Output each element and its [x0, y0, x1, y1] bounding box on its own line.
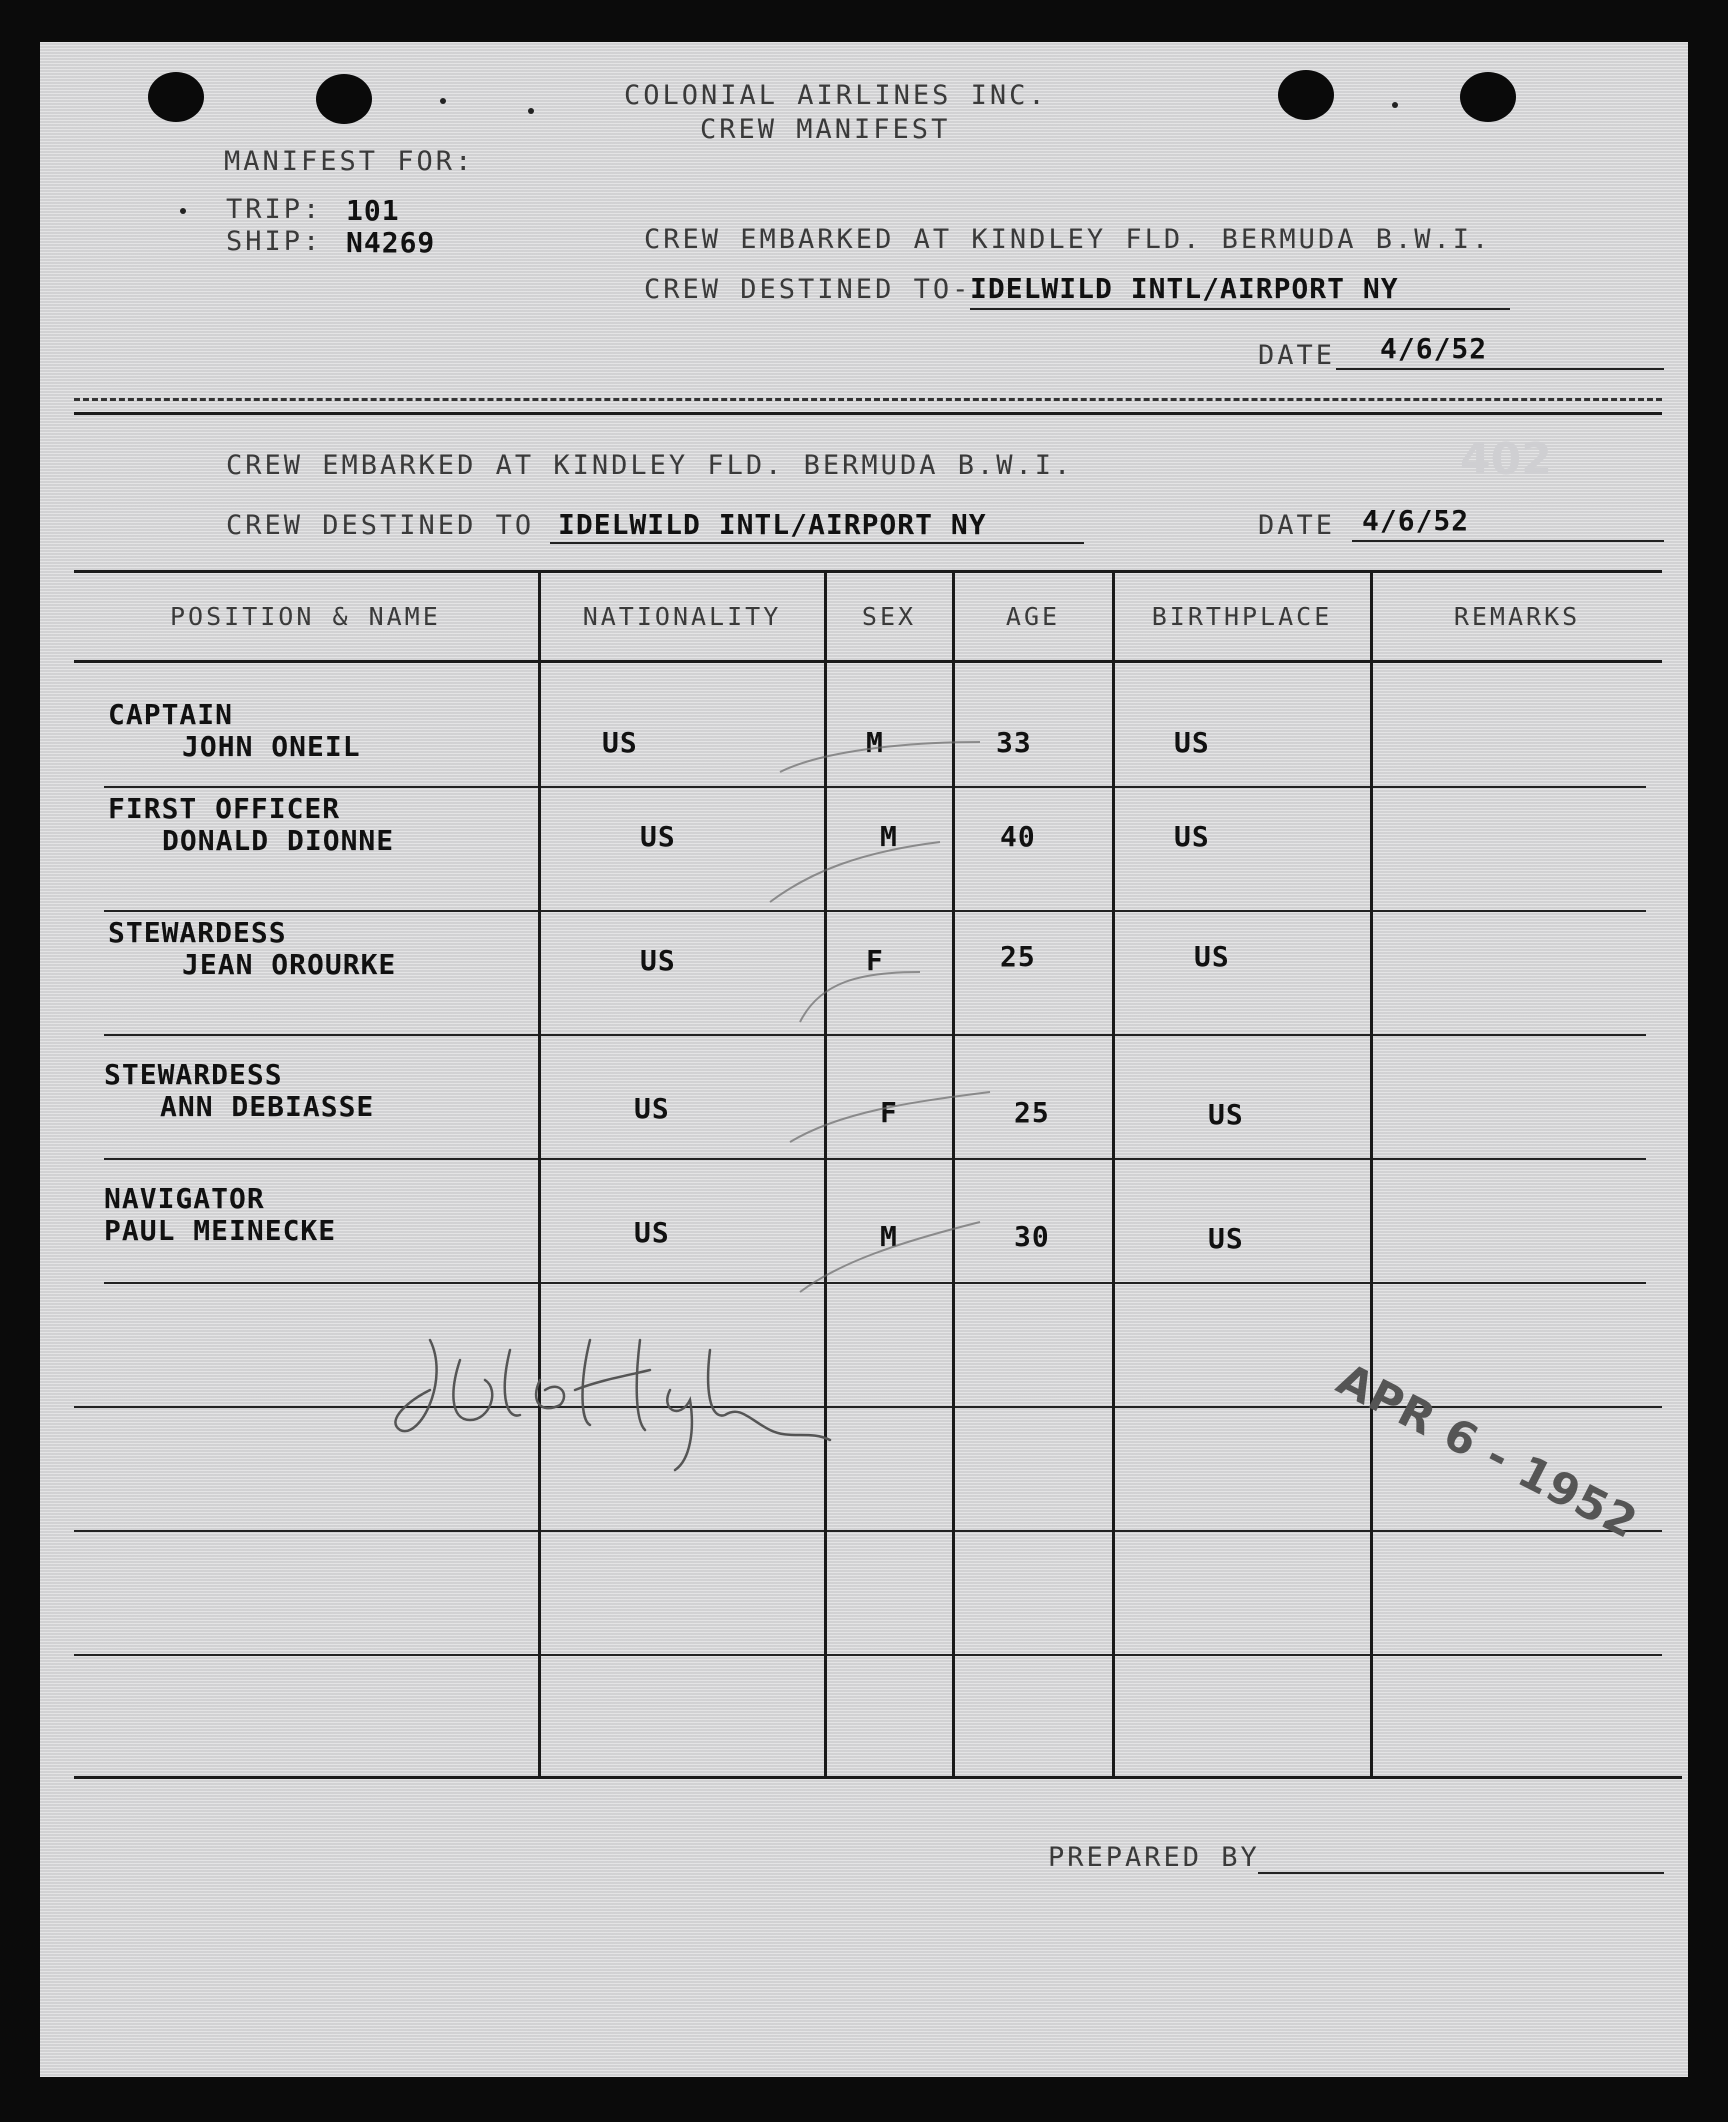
crew-name: DONALD DIONNE: [162, 824, 395, 857]
row-divider: [74, 1530, 1662, 1532]
manifest-for-label: MANIFEST FOR:: [224, 146, 475, 177]
crew-name: ANN DEBIASSE: [160, 1090, 375, 1123]
punch-hole: [1460, 72, 1516, 122]
crew-age: 33: [996, 726, 1032, 759]
table-bottom-border: [74, 1776, 1682, 1779]
underline: [1336, 368, 1664, 370]
section-destined-label: CREW DESTINED TO: [226, 510, 535, 541]
divider: [74, 412, 1662, 415]
crew-nationality: US: [640, 820, 676, 853]
crew-sex: M: [866, 726, 884, 759]
underline: [550, 542, 1084, 544]
crew-nationality: US: [634, 1092, 670, 1125]
manifest-sheet: [40, 42, 1688, 2077]
crew-sex: F: [866, 944, 884, 977]
column-header-position: POSITION & NAME: [170, 602, 441, 631]
crew-name: JEAN OROURKE: [182, 948, 397, 981]
header-date-label: DATE: [1258, 340, 1336, 371]
crew-birthplace: US: [1174, 820, 1210, 853]
trip-value: 101: [346, 194, 400, 227]
punch-hole: [316, 74, 372, 124]
section-date-value: 4/6/52: [1362, 504, 1470, 537]
faint-number: 402: [1460, 434, 1552, 485]
signature: [390, 1320, 910, 1480]
crew-birthplace: US: [1194, 940, 1230, 973]
crew-position: NAVIGATOR: [104, 1182, 265, 1215]
row-divider: [74, 1654, 1662, 1656]
crew-position: FIRST OFFICER: [108, 792, 341, 825]
header-destined-value: IDELWILD INTL/AIRPORT NY: [970, 272, 1399, 305]
pencil-marks: [740, 702, 1040, 1302]
table-header-border: [74, 660, 1662, 663]
underline: [970, 308, 1510, 310]
speck: [440, 98, 446, 104]
header-embarked: CREW EMBARKED AT KINDLEY FLD. BERMUDA B.W.I.: [644, 224, 1492, 255]
speck: [1392, 102, 1398, 108]
punch-hole: [1278, 70, 1334, 120]
company-name: COLONIAL AIRLINES INC.: [624, 80, 1048, 111]
speck: [528, 108, 534, 114]
crew-nationality: US: [634, 1216, 670, 1249]
section-destined-value: IDELWILD INTL/AIRPORT NY: [558, 508, 987, 541]
table-top-border: [74, 570, 1662, 573]
trip-label: TRIP:: [226, 194, 323, 225]
crew-name: PAUL MEINECKE: [104, 1214, 337, 1247]
underline: [1352, 540, 1664, 542]
crew-age: 25: [1014, 1096, 1050, 1129]
column-header-birthplace: BIRTHPLACE: [1151, 602, 1333, 631]
column-header-remarks: REMARKS: [1453, 602, 1581, 631]
column-header-sex: SEX: [861, 602, 917, 631]
crew-name: JOHN ONEIL: [182, 730, 361, 763]
ship-label: SHIP:: [226, 226, 323, 257]
crew-sex: M: [880, 1220, 898, 1253]
prepared-by-line[interactable]: [1258, 1872, 1664, 1874]
crew-birthplace: US: [1208, 1222, 1244, 1255]
column-divider: [1370, 570, 1373, 1776]
section-date-label: DATE: [1258, 510, 1336, 541]
crew-sex: M: [880, 820, 898, 853]
ship-value: N4269: [346, 226, 436, 259]
prepared-by-label: PREPARED BY: [1048, 1842, 1260, 1873]
crew-age: 25: [1000, 940, 1036, 973]
column-divider: [1112, 570, 1115, 1776]
crew-position: STEWARDESS: [104, 1058, 283, 1091]
punch-hole: [148, 72, 204, 122]
crew-birthplace: US: [1208, 1098, 1244, 1131]
date-stamp: APR 6 - 1952: [1328, 1354, 1646, 1550]
form-title: CREW MANIFEST: [700, 114, 951, 145]
crew-sex: F: [880, 1096, 898, 1129]
column-divider: [538, 570, 541, 1776]
header-date-value: 4/6/52: [1380, 332, 1488, 365]
crew-age: 40: [1000, 820, 1036, 853]
crew-birthplace: US: [1174, 726, 1210, 759]
crew-nationality: US: [640, 944, 676, 977]
crew-position: STEWARDESS: [108, 916, 287, 949]
crew-position: CAPTAIN: [108, 698, 234, 731]
header-destined-label: CREW DESTINED TO-: [644, 274, 972, 305]
tear-line: [74, 398, 1662, 401]
speck: [180, 208, 186, 214]
column-header-nationality: NATIONALITY: [582, 602, 782, 631]
crew-nationality: US: [602, 726, 638, 759]
column-header-age: AGE: [1005, 602, 1061, 631]
section-embarked: CREW EMBARKED AT KINDLEY FLD. BERMUDA B.W.I.: [226, 450, 1074, 481]
crew-age: 30: [1014, 1220, 1050, 1253]
